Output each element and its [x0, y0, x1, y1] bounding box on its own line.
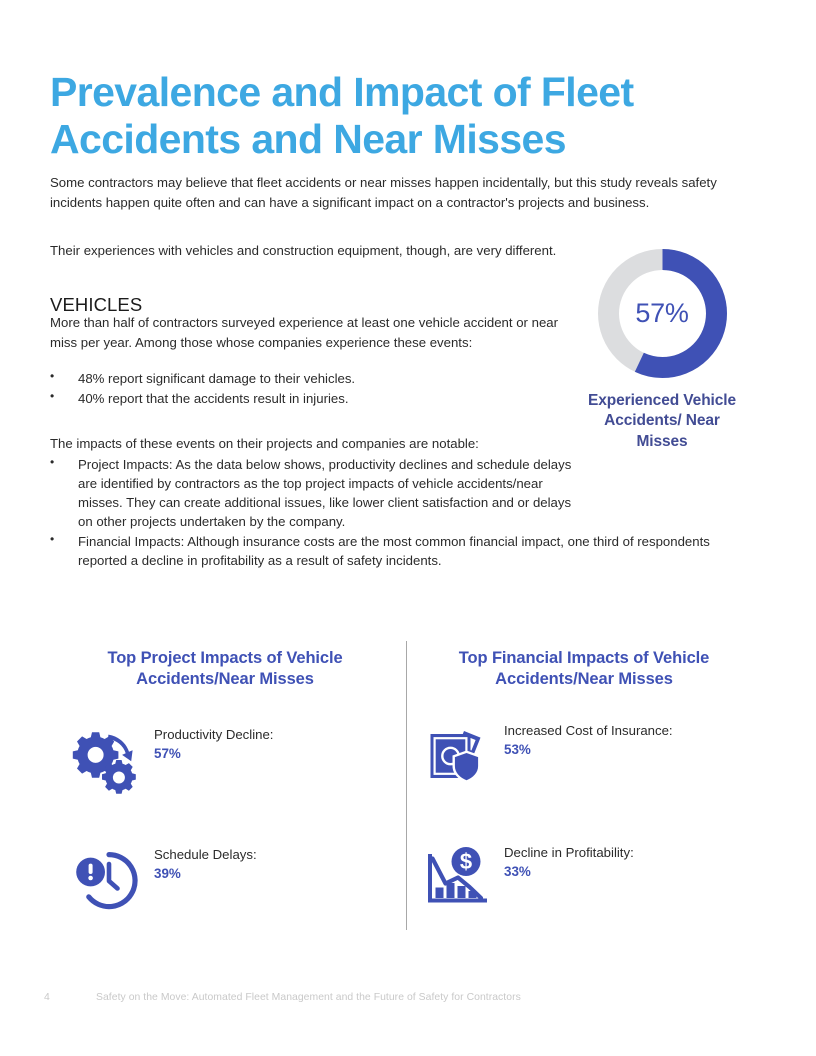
stat-label: Productivity Decline: — [154, 727, 274, 742]
footer-text: Safety on the Move: Automated Fleet Management and the Future of Safety for Contractors — [96, 992, 521, 1003]
stat-label: Decline in Profitability: — [504, 845, 634, 860]
donut-caption: Experienced Vehicle Accidents/ Near Misses — [588, 392, 737, 450]
column-divider — [406, 641, 407, 930]
intro-paragraph-secondary: Their experiences with vehicles and construction equipment, though, are very different. — [50, 243, 557, 259]
stat-label: Schedule Delays: — [154, 847, 257, 862]
donut-ring — [598, 249, 727, 378]
list-item: • 40% report that the accidents result in injuries. — [50, 389, 570, 408]
stat-text — [494, 718, 673, 759]
stat-value: 33% — [504, 864, 531, 880]
stat-decline-in-profitability — [420, 840, 634, 914]
gears-icon — [70, 722, 144, 796]
donut-chart — [588, 249, 736, 452]
financial-impacts-title: Top Financial Impacts of Vehicle Accidents/Near Misses — [458, 649, 710, 688]
financial-impacts-panel — [412, 648, 752, 690]
list-item: • Financial Impacts: Although insurance costs are the most common financial impact, one third of respondents reported a decline in profitability as a result of safety incidents. — [50, 532, 750, 570]
list-item: • Project Impacts: As the data below shows, productivity declines and schedule delays are identified by contractors as the top project impacts of vehicle accidents/near misses. They can create additional issues, like lower client satisfaction and or delays on other projects undertaken by the company. — [50, 455, 578, 531]
stat-text — [144, 842, 257, 883]
clock-alert-icon — [70, 842, 144, 916]
page-footer — [44, 992, 521, 1003]
stat-value: 53% — [504, 742, 531, 758]
money-shield-icon — [420, 718, 494, 792]
vehicles-heading: VEHICLES — [50, 294, 143, 316]
stat-schedule-delays — [70, 842, 257, 916]
stat-productivity-decline — [70, 722, 273, 796]
stat-value: 39% — [154, 866, 181, 882]
intro-paragraph: Some contractors may believe that fleet accidents or near misses happen incidentally, but this study reveals safety incidents happen quite often and can have a significant impact on a contractor's projects and business. — [50, 175, 717, 210]
project-impacts-panel — [60, 648, 400, 690]
vehicles-bullet-list — [50, 369, 570, 409]
stat-label: Increased Cost of Insurance: — [504, 723, 673, 738]
declining-chart-dollar-icon — [420, 840, 494, 914]
stat-text — [144, 722, 273, 763]
svg-text:$: $ — [459, 848, 473, 874]
donut-value-label: 57% — [635, 297, 689, 328]
vehicles-body: More than half of contractors surveyed experience at least one vehicle accident or near miss per year. Among those whose companies experience these events: — [50, 315, 559, 350]
stat-text — [494, 840, 634, 881]
stat-value: 57% — [154, 746, 181, 762]
page-title: Prevalence and Impact of Fleet Accidents and Near Misses — [50, 69, 634, 162]
project-impacts-title: Top Project Impacts of Vehicle Accidents/Near Misses — [107, 649, 343, 688]
stat-increased-cost-of-insurance — [420, 718, 673, 792]
impacts-lead: The impacts of these events on their projects and companies are notable: — [50, 436, 479, 452]
list-item: • 48% report significant damage to their vehicles. — [50, 369, 570, 388]
impacts-bullet-list — [50, 455, 750, 571]
footer-page-number: 4 — [44, 992, 50, 1003]
